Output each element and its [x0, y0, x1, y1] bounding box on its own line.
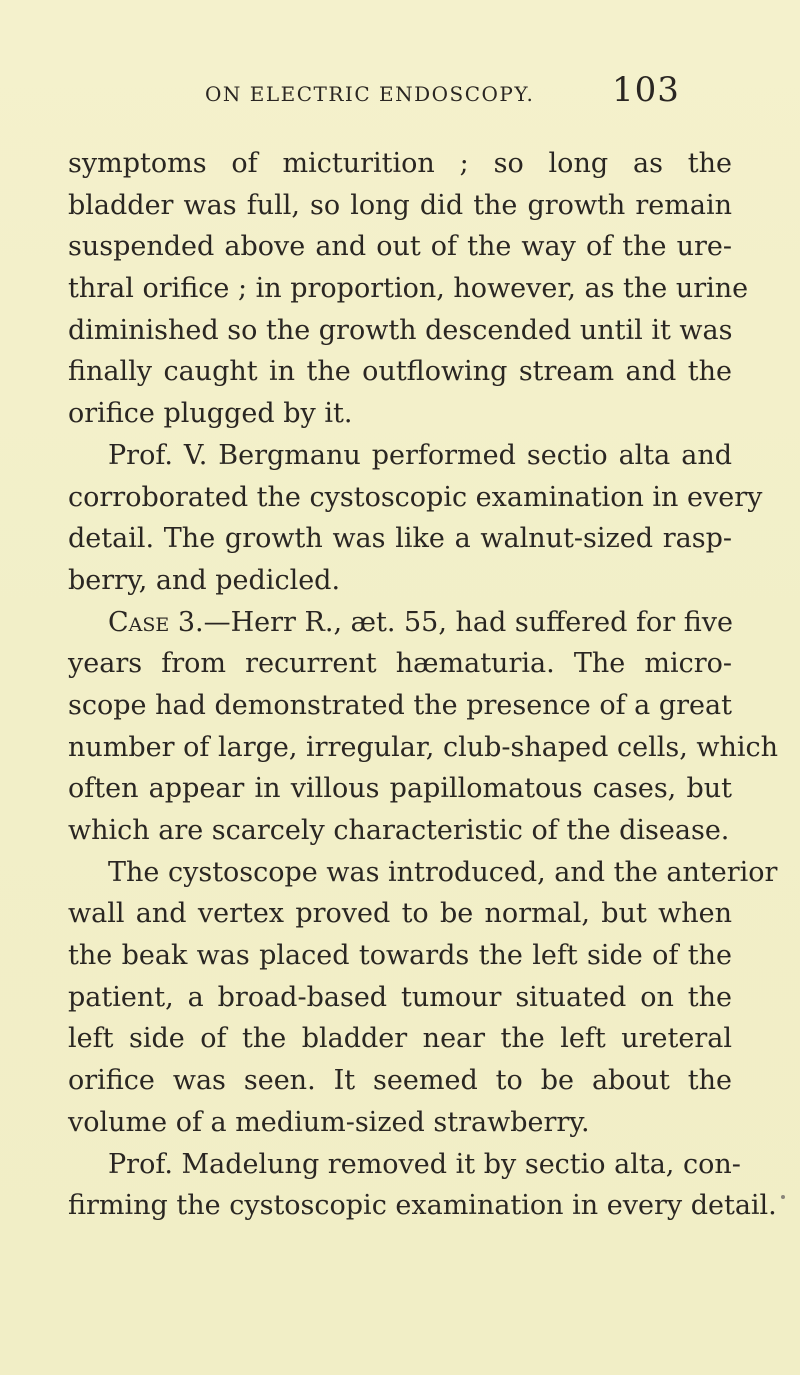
text-line: Prof. Madelung removed it by sectio alta, con- [108, 1148, 741, 1180]
text-line: suspended above and out of the way of the ure- [68, 231, 732, 263]
text-line: orifice was seen. It seemed to be about the [68, 1065, 732, 1097]
case-heading-line [68, 602, 732, 644]
text-line: the beak was placed towards the left side of the [68, 940, 732, 972]
text-line: years from recurrent hæmaturia. The micro- [68, 648, 732, 680]
body-text [68, 143, 779, 1227]
text-line: patient, a broad-based tumour situated on the [68, 981, 732, 1013]
text-line: corroborated the cystoscopic examination in every [68, 481, 763, 513]
text-line: Herr R., æt. 55, had suffered for five [230, 606, 734, 638]
text-line: number of large, irregular, club-shaped cells, which [68, 731, 779, 763]
text-line: wall and vertex proved to be normal, but when [68, 898, 732, 930]
text-line: berry, and pedicled. [68, 564, 341, 596]
text-line: volume of a medium-sized strawberry. [68, 1106, 590, 1138]
text-line: which are scarcely characteristic of the disease. [68, 815, 730, 846]
text-line: bladder was full, so long did the growth remain [68, 189, 732, 221]
running-head: ON ELECTRIC ENDOSCOPY. [205, 82, 535, 106]
text-line: Prof. V. Bergmanu performed sectio alta and [108, 439, 732, 471]
page-number: 103 [612, 70, 680, 110]
text-line: firming the cystoscopic examination in every detail. [68, 1190, 777, 1222]
text-line: scope had demonstrated the presence of a great [68, 689, 732, 721]
margin-speck [781, 1195, 785, 1199]
text-line: diminished so the growth descended until it was [68, 314, 733, 346]
text-line: thral orifice ; in proportion, however, as the urine [68, 273, 749, 305]
text-line: left side of the bladder near the left ureteral [68, 1023, 732, 1055]
text-line: The cystoscope was introduced, and the anterior [108, 856, 778, 888]
text-line: finally caught in the outflowing stream and the [68, 356, 732, 388]
case-label: Case 3.— [108, 606, 231, 638]
text-line: symptoms of micturition ; so long as the [68, 148, 732, 179]
text-line: often appear in villous papillomatous cases, but [68, 773, 732, 805]
text-line: detail. The growth was like a walnut-sized rasp- [68, 523, 732, 555]
text-line: orifice plugged by it. [68, 398, 353, 430]
